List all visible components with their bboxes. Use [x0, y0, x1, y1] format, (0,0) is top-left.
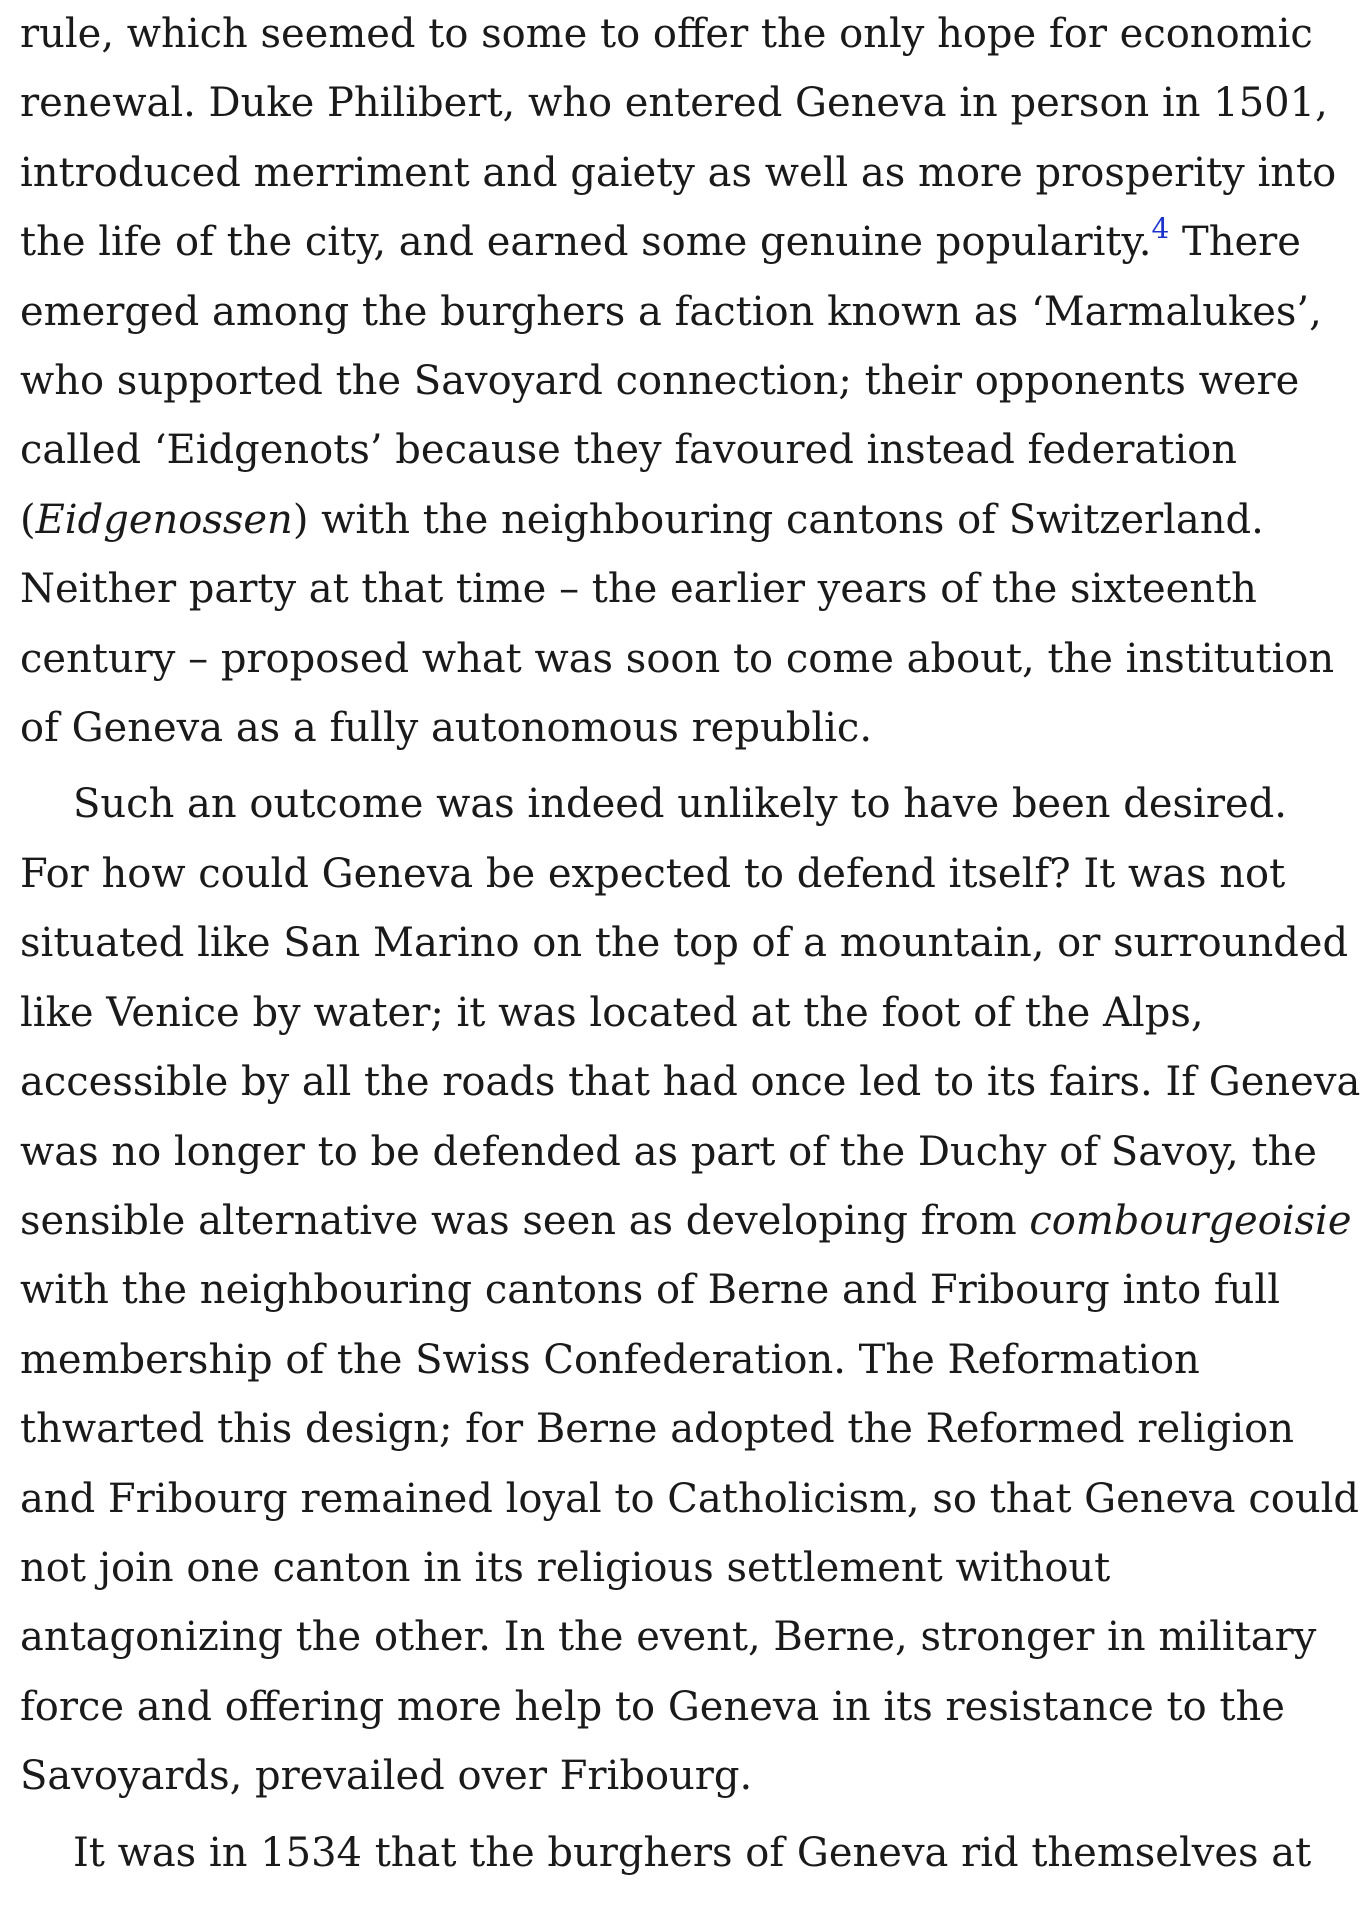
text-line [20, 555, 1260, 624]
text-run: not join one canton in its religious settlement without [20, 1544, 1111, 1591]
text-line [20, 0, 1313, 69]
text-run: force and offering more help to Geneva in its resistance to the [20, 1683, 1285, 1730]
text-line [20, 69, 1328, 138]
text-line [20, 1187, 1352, 1256]
text-run: Savoyards, prevailed over Fribourg. [20, 1753, 753, 1800]
text-run: Neither party at that time – the earlier years of the sixteenth [20, 566, 1257, 613]
paragraph-3 [20, 1819, 1312, 1888]
text-run: rule, which seemed to some to offer the only hope for economic [20, 11, 1313, 57]
text-line [20, 1048, 1360, 1117]
text-run: was no longer to be defended as part of the Duchy of Savoy, the [20, 1128, 1317, 1175]
text-line [20, 1673, 1285, 1742]
paragraph-2 [20, 770, 1360, 1811]
text-line [20, 347, 1300, 416]
text-run: and Fribourg remained loyal to Catholicism, so that Geneva could [20, 1475, 1360, 1522]
text-run: renewal. Duke Philibert, who entered Geneva in person in 1501, [20, 80, 1328, 127]
text-run: who supported the Savoyard connection; their opponents were [20, 358, 1300, 405]
text-line [20, 1395, 1294, 1464]
text-line [20, 1326, 1260, 1395]
text-line [20, 1118, 1317, 1187]
text-line [20, 278, 1322, 347]
text-line [20, 1819, 1312, 1888]
text-line [20, 416, 1260, 485]
text-run: the life of the city, and earned some genuine popularity. [20, 219, 1152, 266]
book-page [20, 0, 1360, 1888]
text-line [20, 1534, 1260, 1603]
text-run: For how could Geneva be expected to defend itself? It was not [20, 850, 1286, 897]
footnote-ref-link[interactable]: 4 [1151, 212, 1170, 246]
text-run: sensible alternative was seen as developing from [20, 1197, 1030, 1244]
italic-term: Eidgenossen [35, 496, 293, 543]
italic-term: combourgeoisie [1029, 1197, 1352, 1244]
text-line [20, 770, 1287, 839]
text-run: Such an outcome was indeed unlikely to have been desired. [73, 781, 1287, 828]
text-line [20, 979, 1260, 1048]
text-run: There [1169, 219, 1301, 266]
paragraph-1 [20, 0, 1337, 763]
text-line [20, 486, 1264, 555]
text-run: accessible by all the roads that had once led to its fairs. If Geneva [20, 1059, 1360, 1106]
text-run: like Venice by water; it was located at the foot of the Alps, [20, 989, 1204, 1036]
text-line [20, 1256, 1281, 1325]
text-line [20, 694, 1260, 763]
text-line [20, 1465, 1360, 1534]
text-run: antagonizing the other. In the event, Berne, stronger in military [20, 1614, 1317, 1661]
text-line [20, 1603, 1317, 1672]
text-run: thwarted this design; for Berne adopted the Reformed religion [20, 1406, 1294, 1453]
text-run: ) with the neighbouring cantons of Switzerland. [292, 496, 1264, 543]
text-line [20, 625, 1335, 694]
text-line [20, 1742, 1260, 1811]
text-run: century – proposed what was soon to come about, the institution [20, 635, 1335, 682]
text-run: of Geneva as a fully autonomous republic. [20, 705, 873, 752]
text-run: ( [20, 496, 36, 543]
text-line [20, 909, 1349, 978]
text-run: called ‘Eidgenots’ because they favoured instead federation [20, 427, 1237, 474]
text-line [20, 840, 1286, 909]
text-run: introduced merriment and gaiety as well as more prosperity into [20, 149, 1337, 196]
text-run: It was in 1534 that the burghers of Geneva rid themselves at [73, 1829, 1312, 1876]
text-run: situated like San Marino on the top of a mountain, or surrounded [20, 920, 1349, 967]
text-run: emerged among the burghers a faction known as ‘Marmalukes’, [20, 288, 1322, 335]
text-run: with the neighbouring cantons of Berne and Fribourg into full [20, 1267, 1281, 1314]
text-run: membership of the Swiss Confederation. The Reformation [20, 1336, 1200, 1383]
text-line [20, 139, 1337, 208]
text-line [20, 208, 1301, 277]
